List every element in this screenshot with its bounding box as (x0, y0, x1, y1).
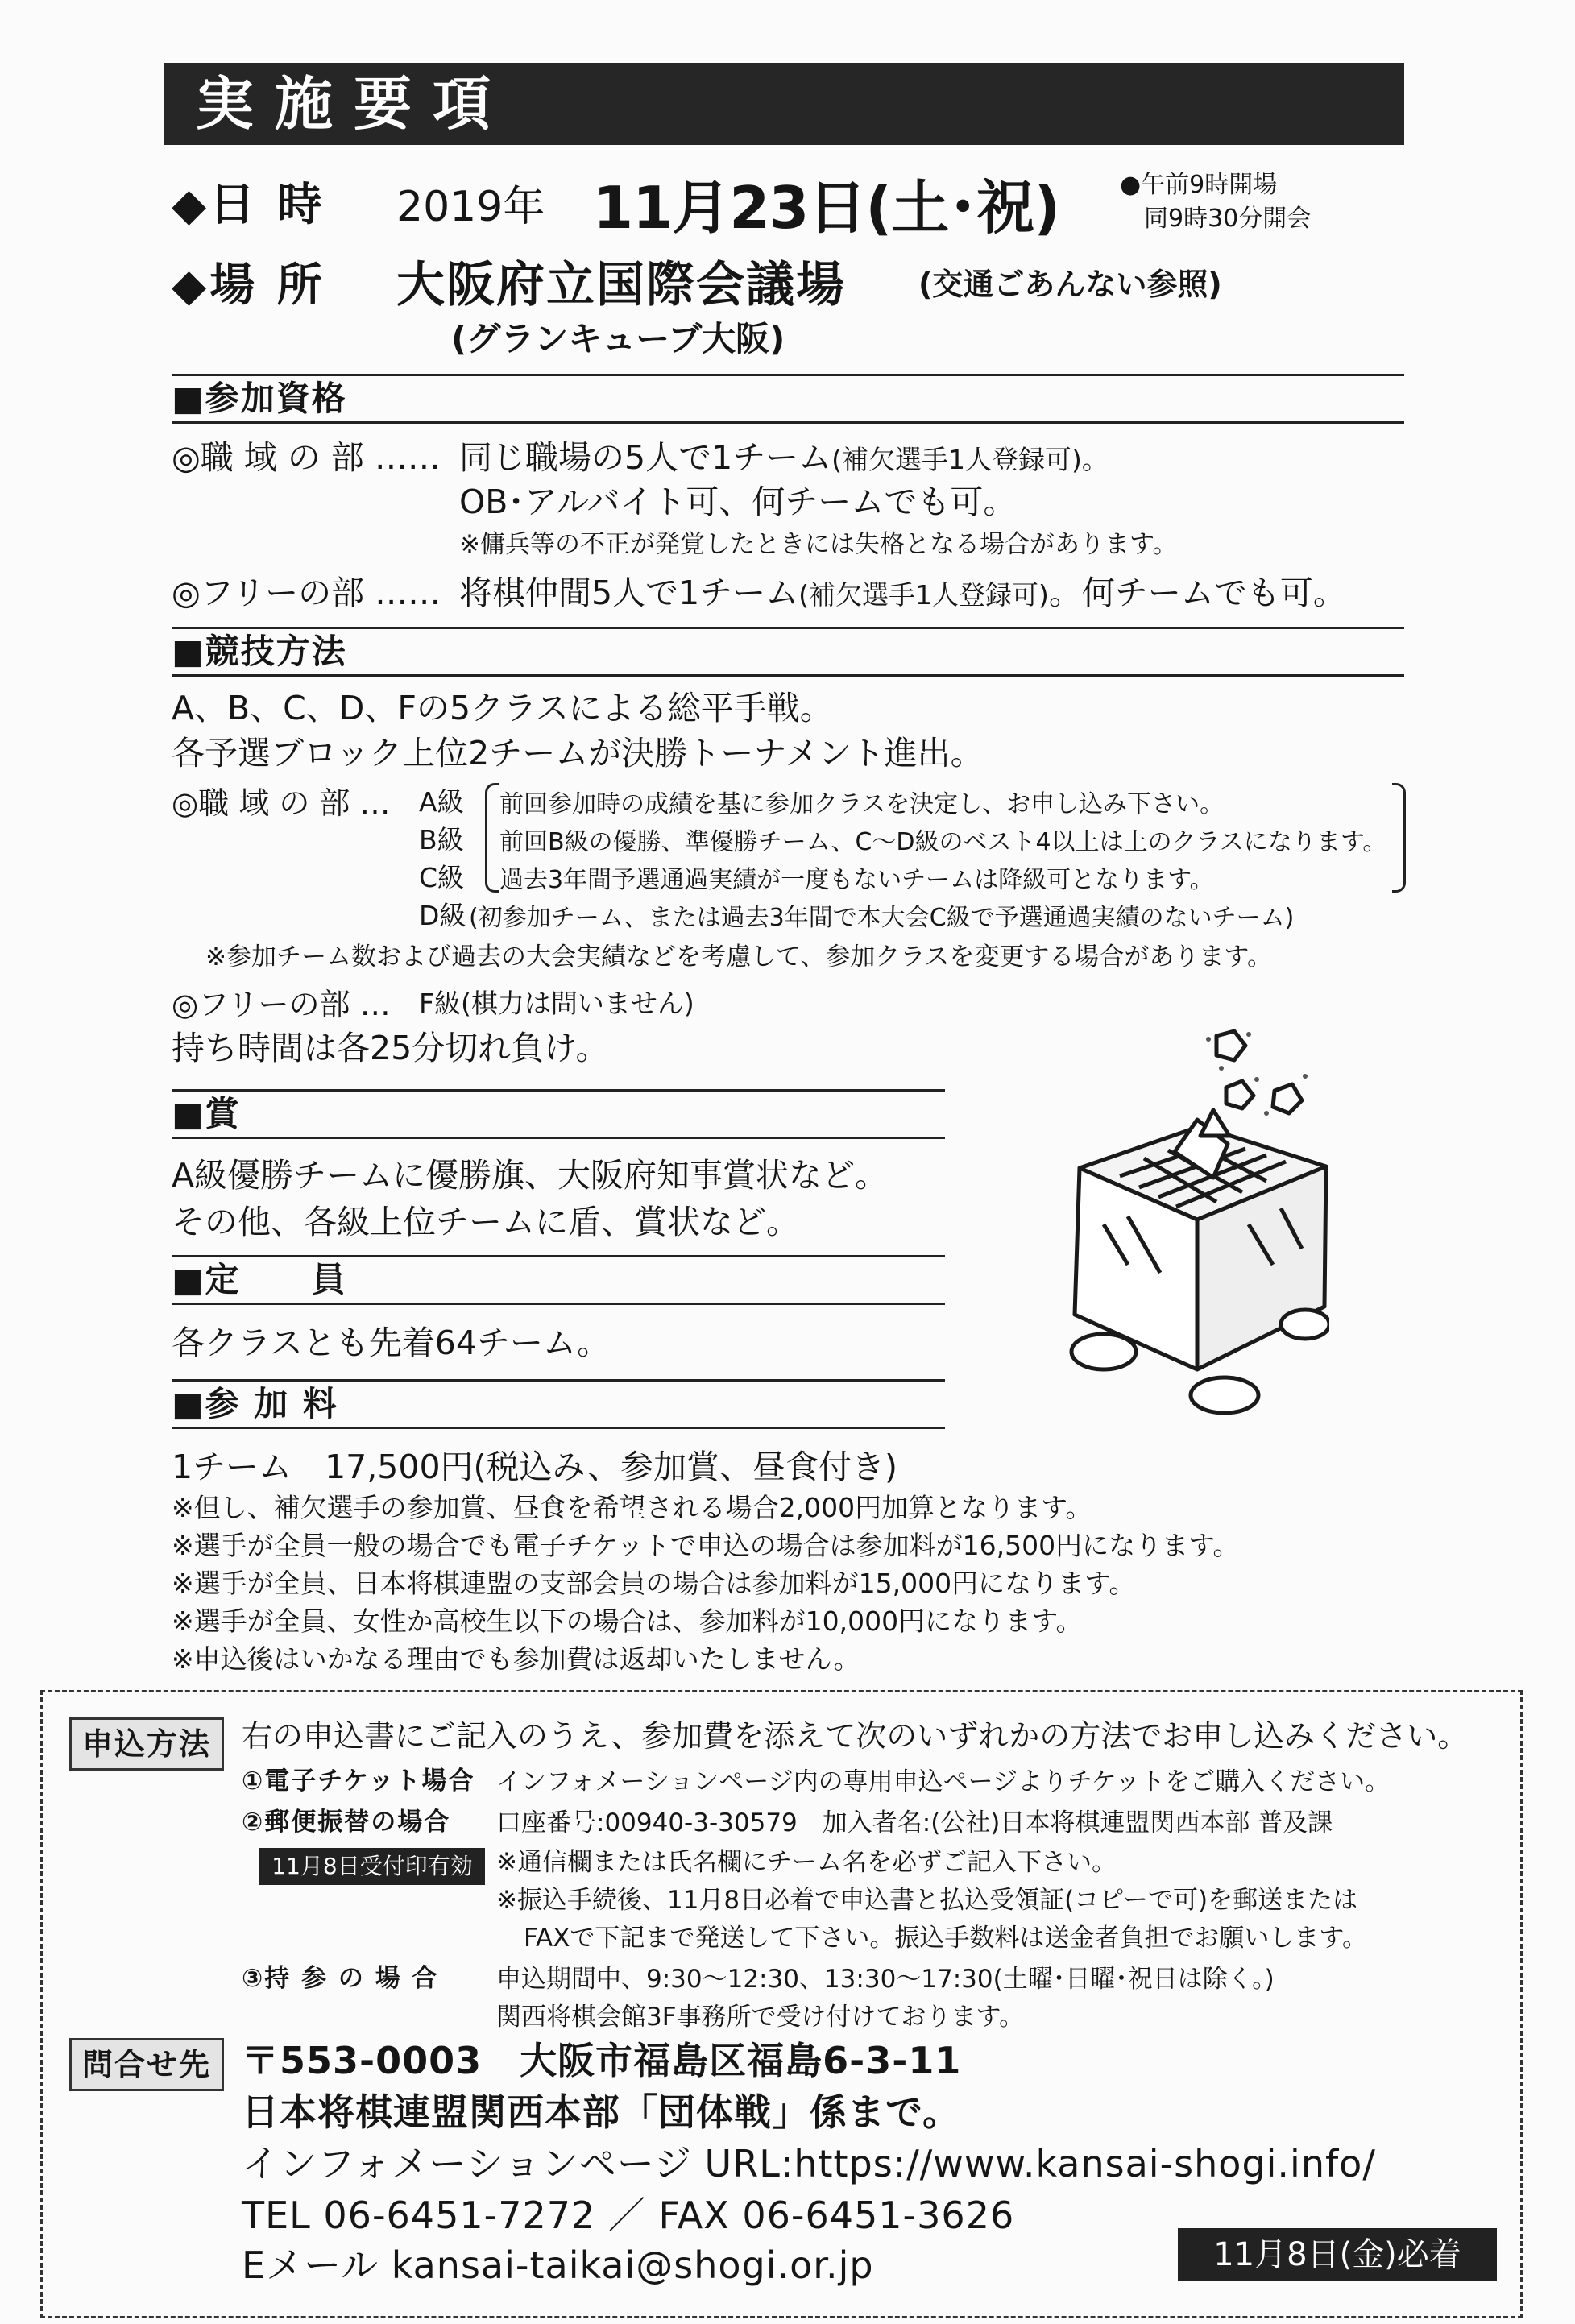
eligibility-free-text: 将棋仲間5人で1チーム(補欠選手1人登録可)。何チームでも可。 (459, 574, 1346, 612)
datetime-label: ◆日 時 (172, 179, 325, 231)
eligibility-heading: ■参加資格 (172, 374, 1404, 424)
class-d-label: D級 (419, 900, 466, 931)
eligibility-workplace-note: ※傭兵等の不正が発覚したときには失格となる場合があります。 (459, 530, 1178, 559)
fee-note-2: ※選手が全員一般の場合でも電子チケットで申込の場合は参加料が16,500円になります。 (172, 1530, 1240, 1561)
venue-alias: (グランキューブ大阪) (451, 319, 785, 358)
contact-label: 問合せ先 (69, 2038, 224, 2091)
fee-note-1: ※但し、補欠選手の参加賞、昼食を希望される場合2,000円加算となります。 (172, 1492, 1092, 1523)
eligibility-workplace-label: ◎職 域 の 部 …… (172, 438, 441, 477)
class-b-label: B級 (419, 824, 464, 855)
method-1-label: ①電子チケット場合 (242, 1767, 475, 1796)
contact-email[interactable]: Eメール kansai-taikai@shogi.or.jp (242, 2243, 874, 2287)
fee-note-3: ※選手が全員、日本将棋連盟の支部会員の場合は参加料が15,000円になります。 (172, 1568, 1136, 1599)
method-2-text: 口座番号:00940-3-30579 加入者名:(公社)日本将棋連盟関西本部 普及課 (496, 1808, 1333, 1837)
page-title: 実施要項 (196, 70, 512, 138)
fee-heading: ■参 加 料 (172, 1379, 945, 1429)
competition-line1: A、B、C、D、Fの5クラスによる総平手戦。 (172, 689, 833, 727)
class-brace-left (485, 783, 499, 893)
method-2-note-2: ※振込手続後、11月8日必着で申込書と払込受領証(コピーで可)を郵送または (496, 1886, 1358, 1915)
fee-main: 1チーム 17,500円(税込み、参加賞、昼食付き) (172, 1448, 897, 1486)
prize-line1: A級優勝チームに優勝旗、大阪府知事賞状など。 (172, 1156, 889, 1195)
venue-name: 大阪府立国際会議場 (396, 257, 846, 313)
prize-line2: その他、各級上位チームに盾、賞状など。 (172, 1203, 799, 1241)
fee-note-4: ※選手が全員、女性か高校生以下の場合は、参加料が10,000円になります。 (172, 1605, 1083, 1637)
fee-note-5: ※申込後はいかなる理由でも参加費は返却いたしません。 (172, 1643, 860, 1675)
competition-heading: ■競技方法 (172, 627, 1404, 677)
eligibility-workplace-text: 同じ職場の5人で1チーム(補欠選手1人登録可)。 (459, 438, 1109, 477)
datetime-year: 2019年 (396, 183, 545, 231)
class-brace-right (1392, 783, 1406, 893)
method-1-text: インフォメーションページ内の専用申込ページよりチケットをご購入ください。 (496, 1767, 1391, 1796)
contact-tel-fax: TEL 06-6451-7272 ／ FAX 06-6451-3626 (242, 2194, 1015, 2237)
prize-heading: ■賞 (172, 1089, 945, 1139)
class-a-label: A級 (419, 786, 464, 818)
contact-url[interactable]: インフォメーションページ URL:https://www.kansai-shogi.info/ (242, 2142, 1376, 2185)
datetime-open-note: ●午前9時開場 (1120, 171, 1278, 199)
deadline-badge: 11月8日(金)必着 (1178, 2228, 1497, 2281)
application-method-label: 申込方法 (69, 1717, 224, 1771)
method-3-text-1: 申込期間中、9:30～12:30、13:30～17:30(土曜･日曜･祝日は除く。) (496, 1965, 1275, 1994)
class-desc-3: 過去3年間予選通過実績が一度もないチームは降級可となります。 (499, 866, 1214, 894)
eligibility-free-label: ◎フリーの部 …… (172, 574, 441, 612)
method-2-deadline-tag: 11月8日受付印有効 (259, 1848, 485, 1885)
datetime-start-note: 同9時30分開会 (1144, 205, 1312, 233)
time-control: 持ち時間は各25分切れ負け。 (172, 1029, 609, 1067)
shogi-board-illustration (1055, 1023, 1329, 1442)
venue-note: (交通ごあんない参照) (918, 267, 1222, 302)
method-3-label: ③持 参 の 場 合 (242, 1964, 439, 1993)
contact-dept: 日本将棋連盟関西本部「団体戦」係まで。 (242, 2090, 961, 2134)
eligibility-workplace-line2: OB･アルバイト可、何チームでも可。 (459, 483, 1017, 521)
method-2-label: ②郵便振替の場合 (242, 1808, 451, 1837)
class-change-note: ※参加チーム数および過去の大会実績などを考慮して、参加クラスを変更する場合があります。 (205, 942, 1272, 971)
competition-line2: 各予選ブロック上位2チームが決勝トーナメント進出。 (172, 734, 984, 773)
class-desc-2: 前回B級の優勝、準優勝チーム、C～D級のベスト4以上は上のクラスになります。 (499, 828, 1387, 856)
class-d-desc: (初参加チーム、または過去3年間で本大会C級で予選通過実績のないチーム) (469, 904, 1295, 932)
method-2-note-1: ※通信欄または氏名欄にチーム名を必ずご記入下さい。 (496, 1848, 1117, 1877)
title-bar (164, 63, 1404, 145)
competition-workplace-label: ◎職 域 の 部 … (172, 785, 391, 821)
contact-address: 〒553-0003 大阪市福島区福島6-3-11 (242, 2039, 962, 2082)
capacity-heading: ■定 員 (172, 1255, 945, 1305)
application-intro: 右の申込書にご記入のうえ、参加費を添えて次のいずれかの方法でお申し込みください。 (242, 1718, 1469, 1754)
competition-free-class: F級(棋力は問いません) (419, 988, 694, 1019)
datetime-date: 11月23日(土･祝) (593, 174, 1060, 242)
method-2-note-3: FAXで下記まで発送して下さい。振込手数料は送金者負担でお願いします。 (524, 1924, 1367, 1953)
competition-free-label: ◎フリーの部 … (172, 987, 391, 1022)
class-c-label: C級 (419, 862, 465, 893)
class-desc-1: 前回参加時の成績を基に参加クラスを決定し、お申し込み下さい。 (499, 790, 1225, 818)
venue-label: ◆場 所 (172, 259, 325, 312)
method-3-text-2: 関西将棋会館3F事務所で受け付けております。 (496, 2003, 1025, 2032)
capacity-text: 各クラスとも先着64チーム。 (172, 1324, 611, 1362)
